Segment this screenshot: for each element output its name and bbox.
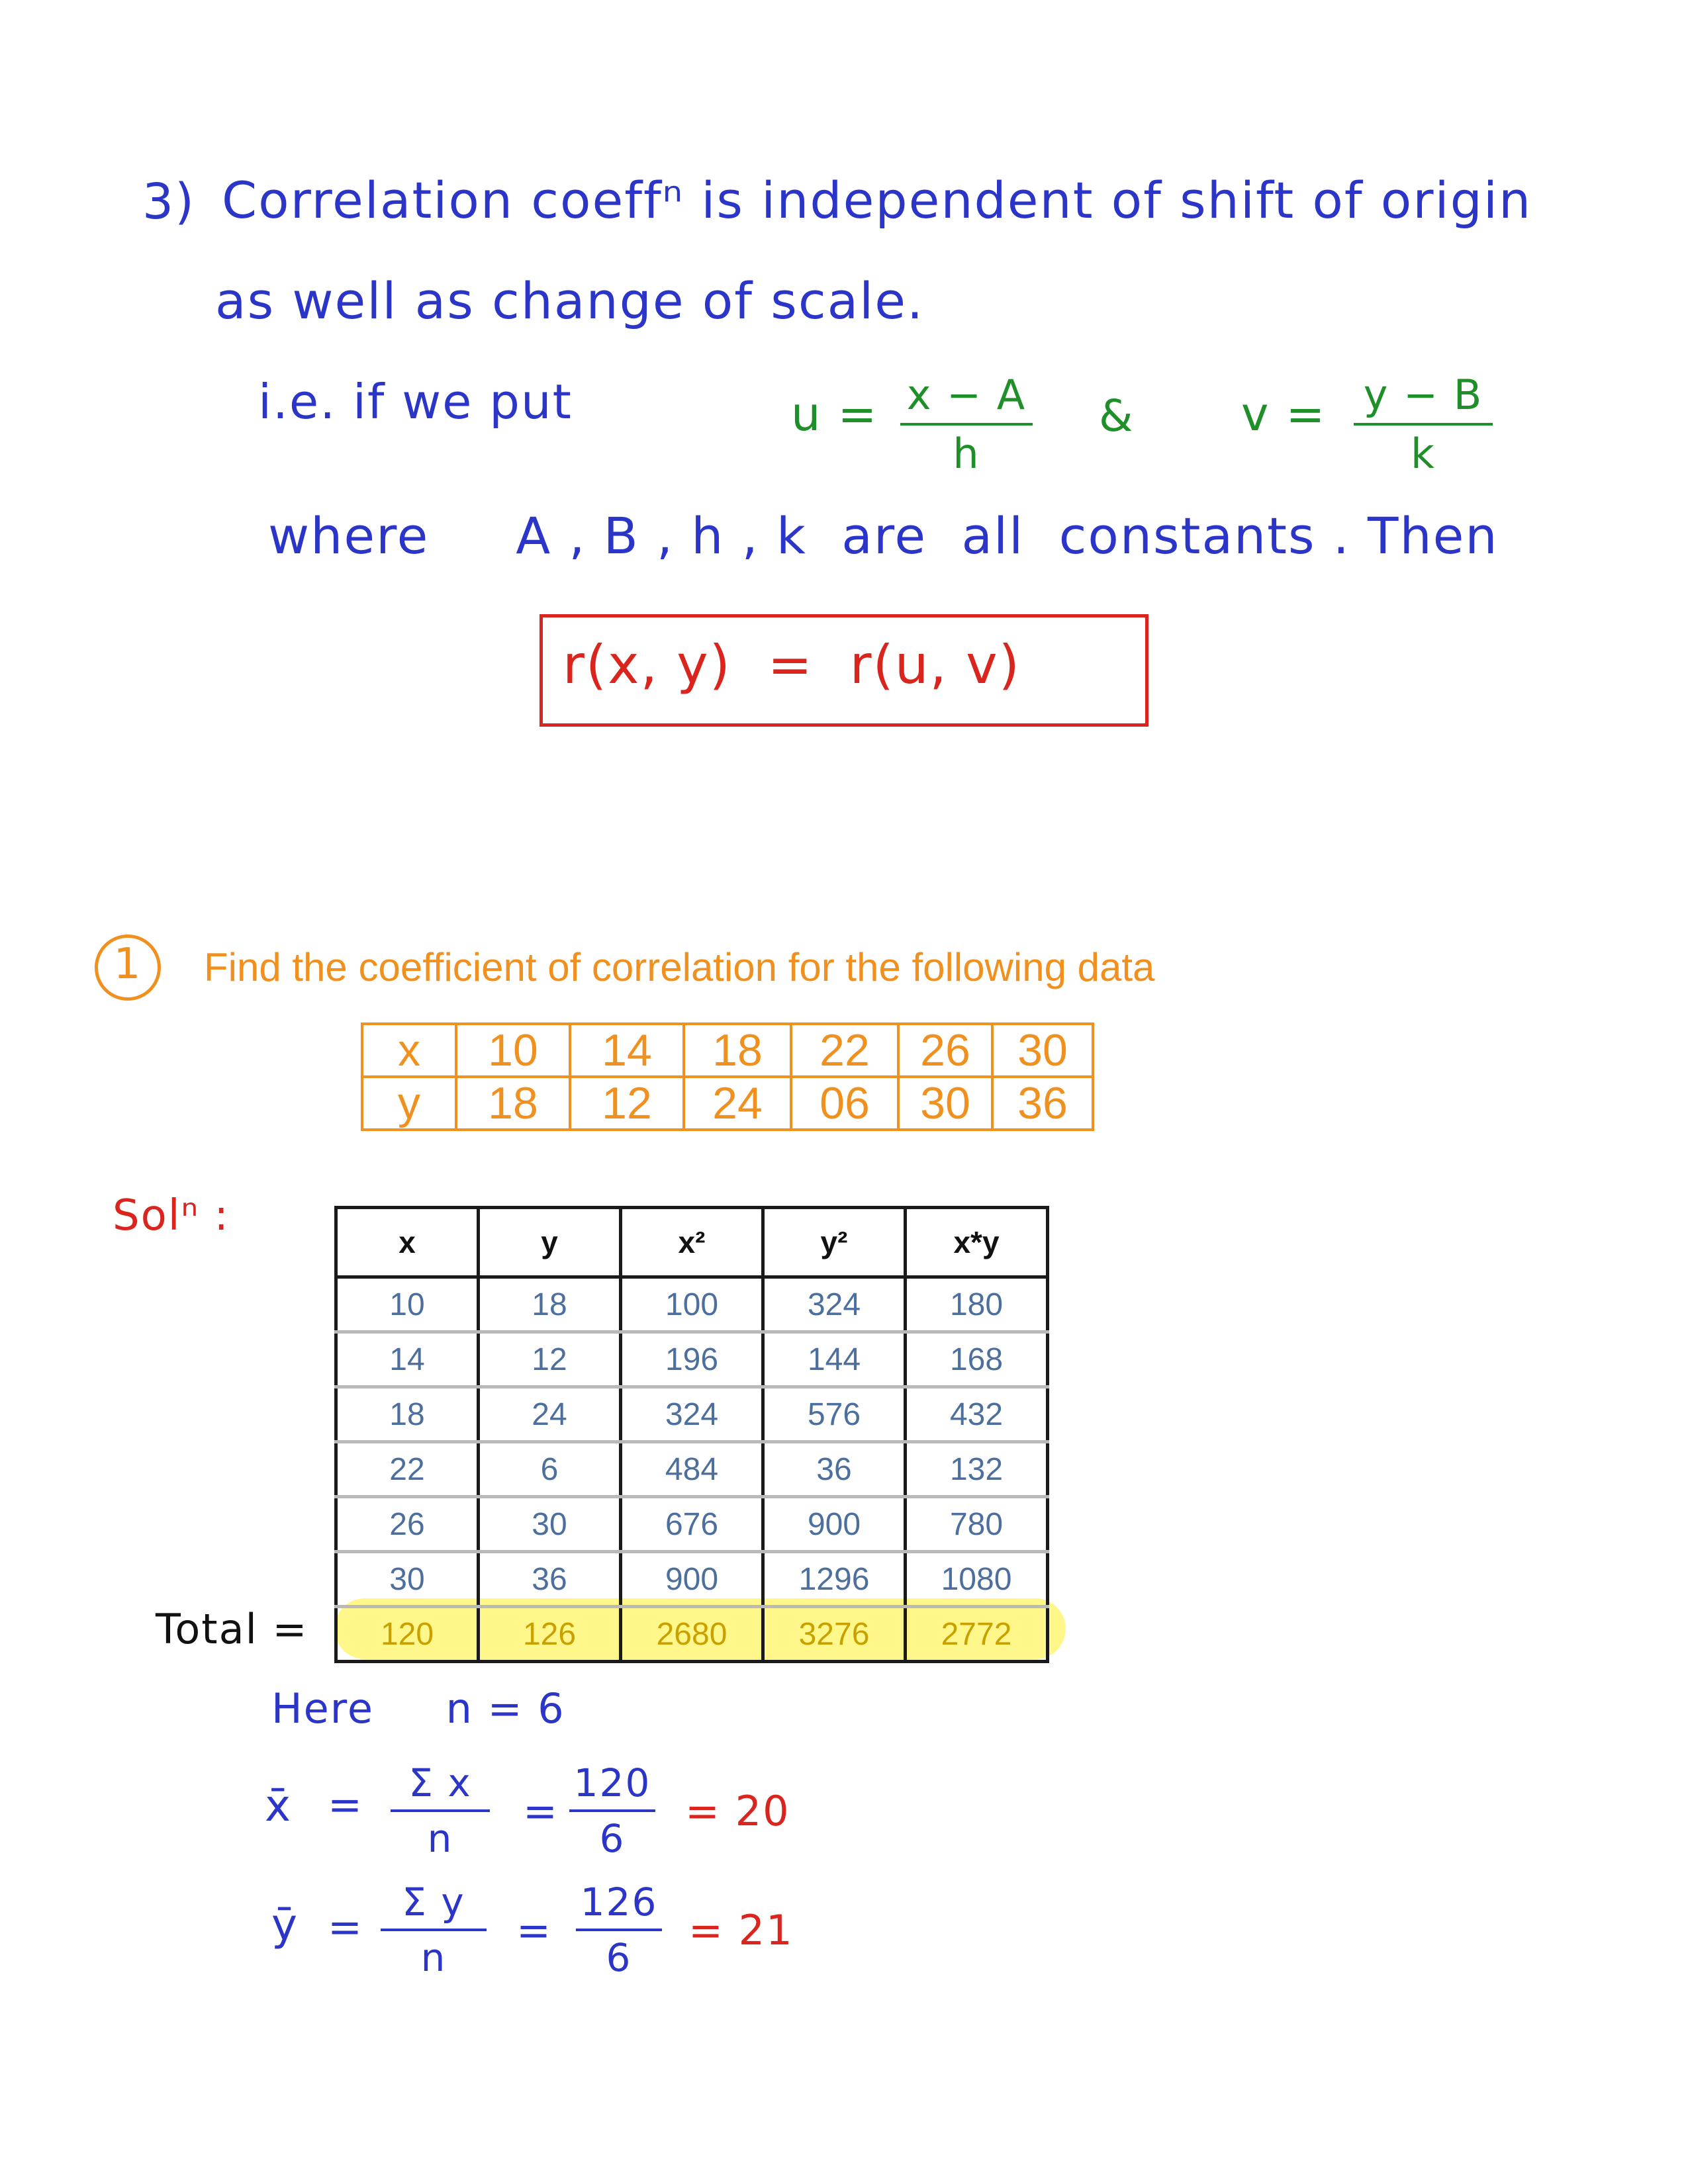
y-value: 36 <box>992 1077 1093 1130</box>
v-lhs: v = <box>1241 387 1327 441</box>
x-bar: x̄ <box>265 1780 293 1831</box>
header-y: y <box>479 1208 621 1277</box>
table-row <box>336 1497 1048 1552</box>
x-value: 22 <box>791 1024 898 1077</box>
cell: 100 <box>621 1277 763 1332</box>
cell: 10 <box>336 1277 479 1332</box>
y-value: 18 <box>456 1077 570 1130</box>
cell: 30 <box>479 1497 621 1552</box>
table-row <box>336 1552 1048 1607</box>
cell: 132 <box>906 1442 1048 1497</box>
cell: 168 <box>906 1332 1048 1387</box>
u-fraction <box>900 371 1033 478</box>
property-line-2: as well as change of scale. <box>215 271 925 330</box>
y-value: 30 <box>898 1077 992 1130</box>
equals: = <box>328 1780 363 1829</box>
total-label: Total = <box>156 1605 308 1653</box>
u-fraction-bar <box>900 423 1033 426</box>
cell: 1296 <box>763 1552 906 1607</box>
cell: 676 <box>621 1497 763 1552</box>
x-mean-fraction <box>569 1760 655 1861</box>
property-line-1: Correlation coeffⁿ is independent of shift of origin <box>222 171 1532 230</box>
header-y-squared: y² <box>763 1208 906 1277</box>
equals: = <box>328 1903 363 1951</box>
y-label: y <box>362 1077 456 1130</box>
where-line: where A , B , h , k are all constants . Then <box>268 506 1499 565</box>
table-row <box>336 1277 1048 1332</box>
solution-label: Solⁿ : <box>113 1191 230 1240</box>
fraction-bar <box>381 1929 487 1931</box>
v-denominator: k <box>1411 430 1436 478</box>
table-row <box>336 1387 1048 1442</box>
total-cell: 120 <box>336 1607 479 1662</box>
sum-y: Σ y <box>402 1880 465 1925</box>
x-value: 18 <box>684 1024 791 1077</box>
cell: 12 <box>479 1332 621 1387</box>
cell: 324 <box>621 1387 763 1442</box>
x-label: x <box>362 1024 456 1077</box>
cell: 432 <box>906 1387 1048 1442</box>
fraction-bar <box>391 1809 490 1812</box>
fraction-bar <box>569 1809 655 1812</box>
u-denominator: h <box>953 430 980 478</box>
sum-x: Σ x <box>408 1760 472 1805</box>
n: n <box>420 1935 447 1980</box>
ampersand: & <box>1099 390 1135 441</box>
cell: 196 <box>621 1332 763 1387</box>
x-mean-result: = 20 <box>685 1787 790 1835</box>
cell: 6 <box>479 1442 621 1497</box>
cell: 26 <box>336 1497 479 1552</box>
total-cell: 2772 <box>906 1607 1048 1662</box>
solution-table <box>334 1206 1049 1663</box>
cell: 24 <box>479 1387 621 1442</box>
cell: 36 <box>479 1552 621 1607</box>
y-mean-result: = 21 <box>688 1906 794 1954</box>
fraction-bar <box>576 1929 662 1931</box>
y-value: 12 <box>570 1077 684 1130</box>
x-numerator: 120 <box>573 1760 651 1805</box>
x-value: 14 <box>570 1024 684 1077</box>
cell: 180 <box>906 1277 1048 1332</box>
u-numerator: x − A <box>906 371 1027 419</box>
cell: 18 <box>479 1277 621 1332</box>
x-row <box>362 1024 1093 1077</box>
cell: 1080 <box>906 1552 1048 1607</box>
totals-row <box>336 1607 1048 1662</box>
header-row <box>336 1208 1048 1277</box>
cell: 14 <box>336 1332 479 1387</box>
property-number: 3) <box>142 173 195 230</box>
header-x-squared: x² <box>621 1208 763 1277</box>
y-row <box>362 1077 1093 1130</box>
equals: = <box>516 1906 552 1954</box>
total-cell: 126 <box>479 1607 621 1662</box>
y-denominator: 6 <box>606 1935 632 1980</box>
problem-number: 1 <box>113 940 142 989</box>
sum-y-over-n <box>381 1880 487 1980</box>
x-value: 10 <box>456 1024 570 1077</box>
v-numerator: y − B <box>1363 371 1483 419</box>
here-n: Here n = 6 <box>271 1684 565 1733</box>
cell: 144 <box>763 1332 906 1387</box>
v-fraction-bar <box>1354 423 1493 426</box>
header-x: x <box>336 1208 479 1277</box>
cell: 30 <box>336 1552 479 1607</box>
x-denominator: 6 <box>599 1816 626 1861</box>
ie-label: i.e. if we put <box>258 374 573 430</box>
y-mean-fraction <box>576 1880 662 1980</box>
cell: 324 <box>763 1277 906 1332</box>
cell: 780 <box>906 1497 1048 1552</box>
boxed-result: r(x, y) = r(u, v) <box>563 634 1021 696</box>
cell: 900 <box>763 1497 906 1552</box>
sum-x-over-n <box>391 1760 490 1861</box>
table-row <box>336 1332 1048 1387</box>
y-value: 24 <box>684 1077 791 1130</box>
x-value: 26 <box>898 1024 992 1077</box>
v-fraction <box>1354 371 1493 478</box>
problem-statement: Find the coefficient of correlation for the following data <box>204 945 1155 989</box>
total-cell: 3276 <box>763 1607 906 1662</box>
y-numerator: 126 <box>580 1880 658 1925</box>
cell: 36 <box>763 1442 906 1497</box>
header-xy: x*y <box>906 1208 1048 1277</box>
cell: 484 <box>621 1442 763 1497</box>
cell: 18 <box>336 1387 479 1442</box>
y-value: 06 <box>791 1077 898 1130</box>
equals: = <box>523 1787 559 1835</box>
cell: 576 <box>763 1387 906 1442</box>
u-lhs: u = <box>791 387 878 441</box>
y-bar: ȳ <box>271 1899 299 1950</box>
cell: 900 <box>621 1552 763 1607</box>
n: n <box>427 1816 453 1861</box>
total-cell: 2680 <box>621 1607 763 1662</box>
given-data-table <box>361 1023 1094 1131</box>
cell: 22 <box>336 1442 479 1497</box>
table-row <box>336 1442 1048 1497</box>
x-value: 30 <box>992 1024 1093 1077</box>
